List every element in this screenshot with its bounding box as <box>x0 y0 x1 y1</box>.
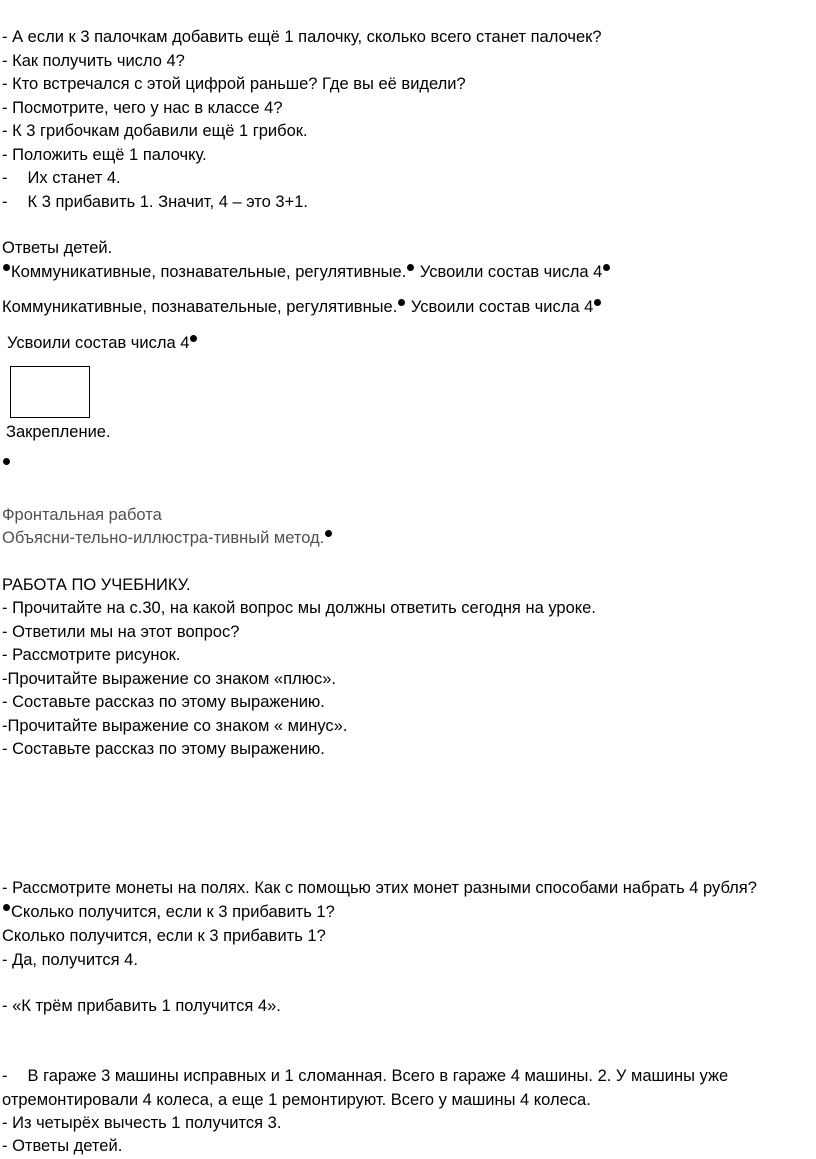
uud-line-1 <box>2 262 611 282</box>
textbook-line-5: - Составьте рассказ по этому выражению. <box>2 693 325 711</box>
line-look-classroom: - Посмотрите, чего у нас в классе 4? <box>2 99 283 117</box>
subtract-line: - Из четырёх вычесть 1 получится 3. <box>2 1114 282 1132</box>
bullet-icon <box>3 904 10 911</box>
dash-marker: - <box>2 1067 8 1085</box>
garage-line-1 <box>2 1066 728 1086</box>
coins-line-4: - Да, получится 4. <box>2 951 138 969</box>
uud-types: Коммуникативные, познавательные, регулятивные. <box>2 298 398 316</box>
dash-marker: - <box>2 169 8 187</box>
bullet-icon <box>325 530 332 537</box>
textbook-line-7: - Составьте рассказ по этому выражению. <box>2 740 325 758</box>
coins-line-3: Сколько получится, если к 3 прибавить 1? <box>2 927 326 945</box>
teaching-method <box>2 528 333 548</box>
children-answers-line: - Ответы детей. <box>2 1137 123 1155</box>
line-add-stick: - Положить ещё 1 палочку. <box>2 146 207 164</box>
line-three-plus-one <box>2 192 308 212</box>
line-how-get-four: - Как получить число 4? <box>2 52 185 70</box>
textbook-line-3: - Рассмотрите рисунок. <box>2 646 181 664</box>
bullet-icon <box>603 264 610 271</box>
line-who-met-digit: - Кто встречался с этой цифрой раньше? Где вы её видели? <box>2 75 466 93</box>
uud-result: Усвоили состав числа 4 <box>406 298 594 316</box>
coins-line-5: - «К трём прибавить 1 получится 4». <box>2 997 281 1015</box>
consolidation-heading: Закрепление. <box>6 423 111 441</box>
bullet-icon <box>594 299 601 306</box>
textbook-line-1: - Прочитайте на с.30, на какой вопрос мы должны ответить сегодня на уроке. <box>2 599 596 617</box>
dash-marker: - <box>2 193 8 211</box>
textbook-line-2: - Ответили мы на этот вопрос? <box>2 623 240 641</box>
lone-bullet <box>2 456 11 476</box>
bullet-icon <box>3 264 10 271</box>
bullet-icon <box>398 299 405 306</box>
coins-line-2 <box>2 902 335 922</box>
textbook-line-4: -Прочитайте выражение со знаком «плюс». <box>2 670 337 688</box>
line-mushrooms: - К 3 грибочкам добавили ещё 1 грибок. <box>2 122 308 140</box>
method-text: Объясни-тельно-иллюстра-тивный метод. <box>2 529 325 547</box>
uud-line-3 <box>7 333 198 353</box>
line-text: Сколько получится, если к 3 прибавить 1? <box>11 903 335 921</box>
empty-frame <box>10 366 90 418</box>
coins-line-1: - Рассмотрите монеты на полях. Как с помощью этих монет разными способами набрать 4 рубля? <box>2 879 757 897</box>
bullet-icon <box>190 335 197 342</box>
garage-line-2: отремонтировали 4 колеса, а еще 1 ремонтируют. Всего у машины 4 колеса. <box>2 1091 591 1109</box>
frontal-work: Фронтальная работа <box>2 506 162 524</box>
line-will-be-four <box>2 168 121 188</box>
uud-line-2 <box>2 297 602 317</box>
line-text: Их станет 4. <box>27 169 121 187</box>
textbook-line-6: -Прочитайте выражение со знаком « минус». <box>2 717 348 735</box>
line-text: В гараже 3 машины исправных и 1 сломанная. Всего в гараже 4 машины. 2. У машины уже <box>27 1067 729 1085</box>
line-sticks-question: - А если к 3 палочкам добавить ещё 1 палочку, сколько всего станет палочек? <box>2 28 602 46</box>
line-text: К 3 прибавить 1. Значит, 4 – это 3+1. <box>27 193 308 211</box>
uud-result: Усвоили состав числа 4 <box>7 334 190 352</box>
answers-children: Ответы детей. <box>2 239 113 257</box>
uud-types: Коммуникативные, познавательные, регулятивные. <box>11 263 407 281</box>
bullet-icon <box>407 264 414 271</box>
uud-result: Усвоили состав числа 4 <box>415 263 603 281</box>
textbook-heading: РАБОТА ПО УЧЕБНИКУ. <box>2 576 191 594</box>
bullet-icon <box>3 458 10 465</box>
